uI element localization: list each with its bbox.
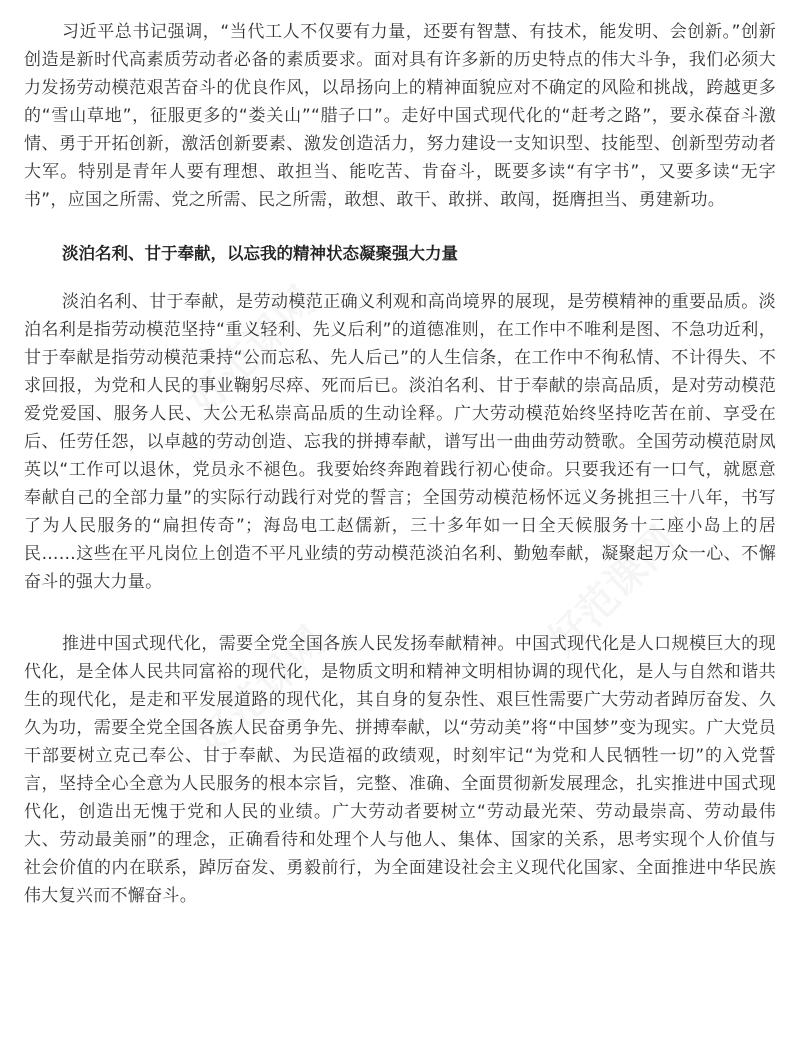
- section-heading: 淡泊名利、甘于奉献，以忘我的精神状态凝聚强大力量: [62, 244, 458, 263]
- paragraph-dedication: 淡泊名利、甘于奉献，是劳动模范正确义利观和高尚境界的展现，是劳模精神的重要品质。淡泊名利是指劳动模范坚持“重义轻利、先义后利”的道德准则，在工作中不唯利是图、不急功近利，甘于奉献是指劳动模范秉持“公而忘私、先人后己”的人生信条，在工作中不徇私情、不计得失、不求回报，为党和人民的事业鞠躬尽瘁、死而后已。淡泊名利、甘于奉献的崇高品质，是对劳动模范爱党爱国、服务人民、大公无私崇高品质的生动诠释。广大劳动模范始终坚持吃苦在前、享受在后、任劳任怨，以卓越的劳动创造、忘我的拼搏奉献，谱写出一曲曲劳动赞歌。全国劳动模范尉凤英以“工作可以退休，党员永不褪色。我要始终奔跑着践行初心使命。只要我还有一口气，就愿意奉献自己的全部力量”的实际行动践行对党的誓言；全国劳动模范杨怀远义务挑担三十八年，书写了为人民服务的“扁担传奇”；海岛电工赵儒新，三十多年如一日全天候服务十二座小岛上的居民……这些在平凡岗位上创造不平凡业绩的劳动模范淡泊名利、勤勉奉献，凝聚起万众一心、不懈奋斗的强大力量。: [24, 292, 776, 592]
- paragraph-innovation: 习近平总书记强调，“当代工人不仅要有力量，还要有智慧、有技术，能发明、会创新。”创新创造是新时代高素质劳动者必备的素质要求。面对具有许多新的历史特点的伟大斗争，我们必须大力发扬劳动模范艰苦奋斗的优良作风，以昂扬向上的精神面貌应对不确定的风险和挑战，跨越更多的“雪山草地”，征服更多的“娄关山”“腊子口”。走好中国式现代化的“赶考之路”，要永葆奋斗激情、勇于开拓创新，激活创新要素、激发创造活力，努力建设一支知识型、技能型、创新型劳动者大军。特别是青年人要有理想、敢担当、能吃苦、肯奋斗，既要多读“有字书”，又要多读“无字书”，应国之所需、党之所需、民之所需，敢想、敢干、敢拼、敢闯，挺膺担当、勇建新功。: [24, 22, 776, 210]
- document-body: [24, 18, 776, 910]
- paragraph-modernization: 推进中国式现代化，需要全党全国各族人民发扬奉献精神。中国式现代化是人口规模巨大的现代化，是全体人民共同富裕的现代化，是物质文明和精神文明相协调的现代化，是人与自然和谐共生的现代化，是走和平发展道路的现代化，其自身的复杂性、艰巨性需要广大劳动者踔厉奋发、久久为功，需要全党全国各族人民奋勇争先、拼搏奉献，以“劳动美”将“中国梦”变为现实。广大党员干部要树立克己奉公、甘于奉献、为民造福的政绩观，时刻牢记“为党和人民牺牲一切”的入党誓言，坚持全心全意为人民服务的根本宗旨，完整、准确、全面贯彻新发展理念，扎实推进中国式现代化，创造出无愧于党和人民的业绩。广大劳动者要树立“劳动最光荣、劳动最崇高、劳动最伟大、劳动最美丽”的理念，正确看待和处理个人与他人、集体、国家的关系，思考实现个人价值与社会价值的内在联系，踔厉奋发、勇毅前行，为全面建设社会主义现代化国家、全面推进中华民族伟大复兴而不懈奋斗。: [24, 634, 776, 906]
